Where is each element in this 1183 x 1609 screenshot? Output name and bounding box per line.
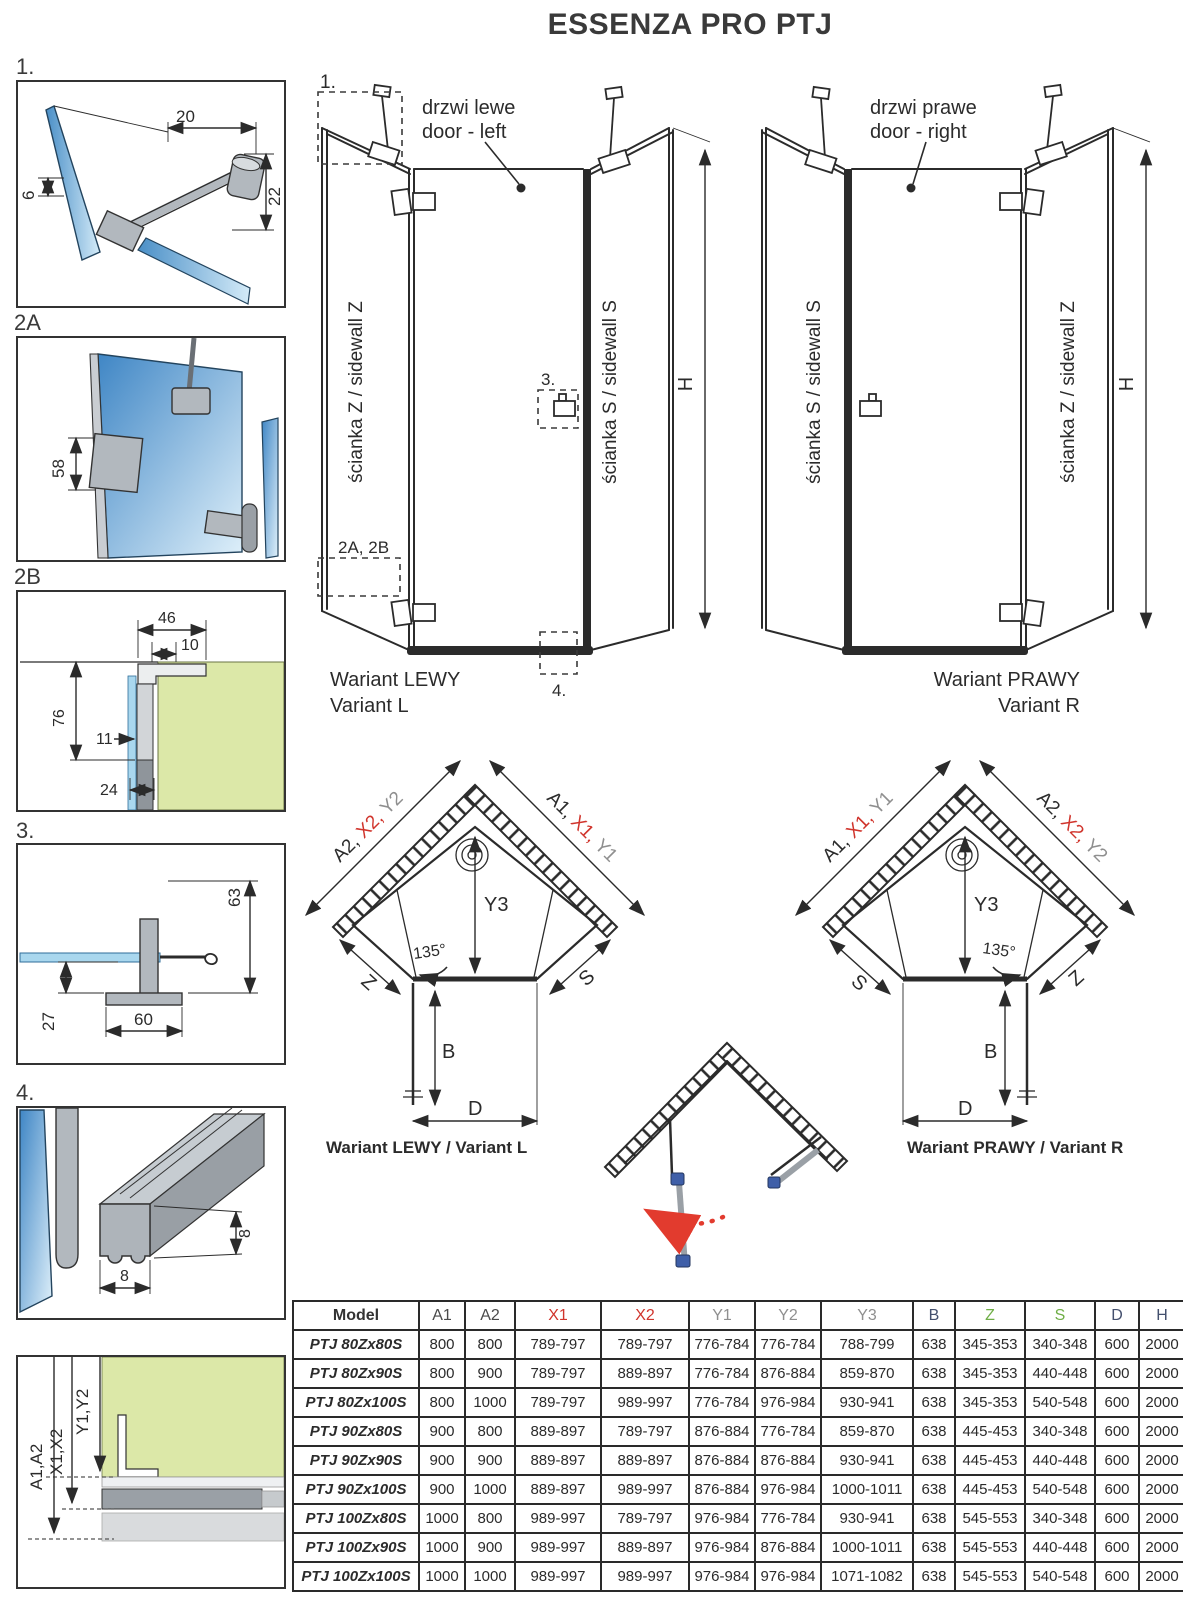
callout-1-label: 1. (320, 72, 336, 93)
table-row (293, 1417, 1183, 1446)
table-row (293, 1475, 1183, 1504)
col-header: B (913, 1301, 955, 1330)
spec-table (292, 1300, 1183, 1592)
table-row (293, 1359, 1183, 1388)
detail-1-figure (16, 80, 286, 308)
dim-s: S (846, 970, 872, 996)
value-cell: 989-997 (515, 1562, 601, 1591)
value-cell: 800 (465, 1330, 515, 1359)
value-cell: 638 (913, 1359, 955, 1388)
value-cell: 1000 (419, 1562, 465, 1591)
value-cell: 345-353 (955, 1359, 1025, 1388)
value-cell: 930-941 (821, 1446, 913, 1475)
value-cell: 2000 (1139, 1446, 1183, 1475)
wall-profile-upper (137, 684, 153, 760)
value-cell: 789-797 (601, 1417, 689, 1446)
value-cell: 2000 (1139, 1388, 1183, 1417)
label-y1y2: Y1,Y2 (73, 1388, 92, 1435)
dim-d: D (958, 1098, 973, 1120)
value-cell: 340-348 (1025, 1330, 1095, 1359)
col-header: X2 (601, 1301, 689, 1330)
wall-section (158, 662, 284, 810)
dim-58: 58 (49, 459, 68, 478)
model-cell: PTJ 80Zx100S (293, 1388, 419, 1417)
page-title: ESSENZA PRO PTJ (547, 8, 833, 41)
door-profile (56, 1108, 78, 1268)
value-cell: 900 (465, 1533, 515, 1562)
glass-section (20, 953, 160, 962)
height-label: H (675, 376, 697, 392)
col-header: Z (955, 1301, 1025, 1330)
value-cell: 976-984 (689, 1562, 755, 1591)
value-cell: 930-941 (821, 1388, 913, 1417)
model-cell: PTJ 90Zx90S (293, 1446, 419, 1475)
dim-24: 24 (100, 782, 118, 799)
value-cell: 545-553 (955, 1533, 1025, 1562)
value-cell: 600 (1095, 1330, 1139, 1359)
dim-46: 46 (158, 610, 176, 627)
detail-2a-figure (16, 336, 286, 562)
value-cell: 2000 (1139, 1359, 1183, 1388)
value-cell: 440-448 (1025, 1446, 1095, 1475)
detail-3-label: 3. (16, 818, 35, 843)
value-cell: 540-548 (1025, 1388, 1095, 1417)
wall-profile-lower (137, 760, 153, 810)
value-cell: 876-884 (755, 1359, 821, 1388)
wall-band (333, 785, 485, 937)
value-cell: 789-797 (515, 1359, 601, 1388)
detail-2b-label: 2B (14, 564, 41, 589)
value-cell: 876-884 (689, 1475, 755, 1504)
dim-6: 6 (19, 190, 38, 200)
value-cell: 789-797 (601, 1330, 689, 1359)
value-cell: 540-548 (1025, 1562, 1095, 1591)
detail-4-drawing (18, 1108, 284, 1318)
value-cell: 440-448 (1025, 1359, 1095, 1388)
value-cell: 600 (1095, 1359, 1139, 1388)
value-cell: 989-997 (601, 1475, 689, 1504)
table-row (293, 1388, 1183, 1417)
value-cell: 889-897 (601, 1359, 689, 1388)
value-cell: 789-797 (601, 1504, 689, 1533)
value-cell: 638 (913, 1504, 955, 1533)
value-cell: 976-984 (755, 1475, 821, 1504)
dim-63: 63 (225, 888, 244, 907)
value-cell: 789-797 (515, 1330, 601, 1359)
value-cell: 876-884 (755, 1533, 821, 1562)
edge-label-ur: A2, X2, Y2 (1032, 787, 1112, 867)
angle-label: 135° (412, 941, 448, 963)
dim-z: Z (1064, 966, 1089, 991)
value-cell: 2000 (1139, 1533, 1183, 1562)
value-cell: 900 (465, 1359, 515, 1388)
col-header: H (1139, 1301, 1183, 1330)
elevation-right (730, 62, 1160, 722)
model-cell: PTJ 90Zx100S (293, 1475, 419, 1504)
detail-wall-drawing (18, 1357, 284, 1587)
value-cell: 600 (1095, 1446, 1139, 1475)
value-cell: 876-884 (755, 1446, 821, 1475)
edge-label-ul: A2, X2, Y2 (328, 787, 408, 867)
value-cell: 788-799 (821, 1330, 913, 1359)
value-cell: 800 (419, 1388, 465, 1417)
dim-76: 76 (51, 709, 68, 727)
value-cell: 1000 (465, 1388, 515, 1417)
hinge-icon (768, 1177, 780, 1188)
value-cell: 638 (913, 1417, 955, 1446)
variant-caption-pl: Wariant PRAWY (933, 669, 1080, 691)
value-cell: 638 (913, 1533, 955, 1562)
detail-2a-label: 2A (14, 310, 41, 335)
value-cell: 545-553 (955, 1562, 1025, 1591)
value-cell: 445-453 (955, 1475, 1025, 1504)
model-cell: PTJ 100Zx80S (293, 1504, 419, 1533)
value-cell: 2000 (1139, 1330, 1183, 1359)
value-cell: 900 (419, 1446, 465, 1475)
table-row (293, 1504, 1183, 1533)
value-cell: 1071-1082 (821, 1562, 913, 1591)
value-cell: 800 (419, 1359, 465, 1388)
col-header: A1 (419, 1301, 465, 1330)
value-cell: 800 (465, 1417, 515, 1446)
handle-post (140, 919, 158, 995)
detail-1-drawing (18, 82, 284, 306)
value-cell: 976-984 (689, 1504, 755, 1533)
hinge-icon (1023, 600, 1043, 626)
dim-22: 22 (265, 187, 284, 206)
model-cell: PTJ 90Zx80S (293, 1417, 419, 1446)
value-cell: 340-348 (1025, 1417, 1095, 1446)
value-cell: 2000 (1139, 1504, 1183, 1533)
value-cell: 2000 (1139, 1417, 1183, 1446)
value-cell: 1000 (465, 1475, 515, 1504)
detail-2b-figure (16, 590, 286, 812)
wall-band (823, 785, 975, 937)
detail-1-label: 1. (16, 54, 35, 79)
col-header: Y2 (755, 1301, 821, 1330)
value-cell: 900 (419, 1417, 465, 1446)
value-cell: 900 (419, 1475, 465, 1504)
spec-table-head-row (293, 1301, 1183, 1330)
hinge-icon (391, 600, 411, 626)
dim-8-width: 8 (120, 1268, 129, 1285)
value-cell: 600 (1095, 1562, 1139, 1591)
corner-swing-diagram (575, 1015, 865, 1300)
hinge-icon (391, 189, 411, 215)
wall-bracket-plate (89, 434, 142, 493)
value-cell: 445-453 (955, 1417, 1025, 1446)
value-cell: 876-884 (689, 1446, 755, 1475)
value-cell: 445-453 (955, 1446, 1025, 1475)
model-cell: PTJ 100Zx100S (293, 1562, 419, 1591)
model-cell: PTJ 100Zx90S (293, 1533, 419, 1562)
handle-base (106, 993, 182, 1005)
value-cell: 889-897 (601, 1446, 689, 1475)
value-cell: 800 (419, 1330, 465, 1359)
variant-caption-en: Variant R (998, 695, 1080, 717)
variant-caption-pl: Wariant LEWY (330, 669, 461, 691)
value-cell: 776-784 (755, 1330, 821, 1359)
glass-clamp (96, 211, 143, 251)
threshold (407, 646, 593, 655)
value-cell: 340-348 (1025, 1504, 1095, 1533)
hinge-icon (1023, 189, 1043, 215)
value-cell: 889-897 (601, 1533, 689, 1562)
tray-edge (102, 1489, 262, 1509)
height-label: H (1116, 376, 1138, 392)
value-cell: 789-797 (515, 1388, 601, 1417)
value-cell: 638 (913, 1562, 955, 1591)
value-cell: 776-784 (689, 1388, 755, 1417)
col-header: A2 (465, 1301, 515, 1330)
value-cell: 776-784 (755, 1504, 821, 1533)
table-row (293, 1446, 1183, 1475)
value-cell: 1000-1011 (821, 1475, 913, 1504)
value-cell: 2000 (1139, 1475, 1183, 1504)
dim-60: 60 (134, 1010, 153, 1029)
dim-s: S (574, 965, 600, 991)
value-cell: 976-984 (755, 1388, 821, 1417)
knob-icon (869, 394, 876, 401)
table-row (293, 1562, 1183, 1591)
value-cell: 638 (913, 1388, 955, 1417)
value-cell: 2000 (1139, 1562, 1183, 1591)
value-cell: 989-997 (601, 1388, 689, 1417)
value-cell: 889-897 (515, 1446, 601, 1475)
col-header: Y3 (821, 1301, 913, 1330)
value-cell: 638 (913, 1446, 955, 1475)
col-header: Model (293, 1301, 419, 1330)
detail-wall-figure (16, 1355, 286, 1589)
edge-label-ur: A1, X1, Y1 (542, 787, 622, 867)
value-cell: 989-997 (601, 1562, 689, 1591)
hinge-icon (676, 1255, 690, 1267)
elevation-left (300, 62, 720, 722)
dim-20: 20 (176, 107, 195, 126)
model-cell: PTJ 80Zx80S (293, 1330, 419, 1359)
hinge-icon (671, 1173, 684, 1185)
spec-table-wrap (292, 1300, 1183, 1592)
callout-4-label: 4. (552, 681, 567, 700)
wall-plate-icon (373, 85, 390, 97)
variant-caption-en: Variant L (330, 695, 409, 717)
spec-table-body (293, 1330, 1183, 1591)
ceiling-support-clamp (172, 388, 210, 414)
detail-4-label: 4. (16, 1080, 35, 1105)
dim-11: 11 (96, 731, 113, 748)
value-cell: 440-448 (1025, 1533, 1095, 1562)
handle-tip (204, 952, 219, 966)
support-clamp-icon (368, 142, 399, 165)
value-cell: 989-997 (515, 1533, 601, 1562)
value-cell: 545-553 (955, 1504, 1025, 1533)
value-cell: 859-870 (821, 1417, 913, 1446)
dim-27: 27 (39, 1012, 58, 1031)
door-label-en: door - left (422, 121, 507, 143)
dim-8-height: 8 (237, 1229, 254, 1238)
edge-label-ul: A1, X1, Y1 (818, 787, 898, 867)
value-cell: 859-870 (821, 1359, 913, 1388)
table-row (293, 1533, 1183, 1562)
dim-z: Z (356, 970, 381, 995)
value-cell: 989-997 (515, 1504, 601, 1533)
value-cell: 976-984 (689, 1533, 755, 1562)
value-cell: 1000 (419, 1504, 465, 1533)
value-cell: 889-897 (515, 1475, 601, 1504)
knob-icon (559, 394, 566, 401)
door-label-pl: drzwi lewe (422, 97, 516, 119)
label-a1a2: A1,A2 (27, 1443, 46, 1490)
detail-4-figure (16, 1106, 286, 1320)
value-cell: 889-897 (515, 1417, 601, 1446)
value-cell: 876-884 (689, 1417, 755, 1446)
label-x1x2: X1,X2 (47, 1428, 66, 1475)
detail-3-figure (16, 843, 286, 1065)
value-cell: 638 (913, 1475, 955, 1504)
detail-2b-drawing (18, 592, 284, 810)
plan-caption: Wariant LEWY / Variant L (326, 1138, 528, 1157)
value-cell: 776-784 (755, 1417, 821, 1446)
door-label-en: door - right (870, 121, 967, 143)
callout-3-label: 3. (541, 370, 556, 389)
value-cell: 976-984 (755, 1562, 821, 1591)
door-swing-arrow (651, 1213, 723, 1224)
value-cell: 800 (465, 1504, 515, 1533)
value-cell: 600 (1095, 1417, 1139, 1446)
plan-caption: Wariant PRAWY / Variant R (907, 1138, 1124, 1157)
value-cell: 776-784 (689, 1330, 755, 1359)
col-header: X1 (515, 1301, 601, 1330)
wall-band (717, 1043, 847, 1171)
sidewall-right-label: ścianka S / sidewall S (600, 300, 621, 484)
dim-y3: Y3 (974, 894, 999, 916)
value-cell: 600 (1095, 1388, 1139, 1417)
angle-label: 135° (981, 940, 1017, 962)
dim-10: 10 (181, 637, 199, 654)
value-cell: 600 (1095, 1475, 1139, 1504)
value-cell: 1000 (419, 1533, 465, 1562)
value-cell: 345-353 (955, 1330, 1025, 1359)
detail-3-drawing (18, 845, 284, 1063)
col-header: Y1 (689, 1301, 755, 1330)
sidewall-right-label: ścianka Z / sidewall Z (1058, 301, 1079, 483)
table-row (293, 1330, 1183, 1359)
seal-section (100, 1204, 150, 1263)
callout-2ab-box (318, 558, 400, 596)
value-cell: 345-353 (955, 1388, 1025, 1417)
value-cell: 900 (465, 1446, 515, 1475)
value-cell: 638 (913, 1330, 955, 1359)
dim-b: B (442, 1041, 456, 1063)
value-cell: 1000 (465, 1562, 515, 1591)
value-cell: 930-941 (821, 1504, 913, 1533)
wall-section (102, 1357, 284, 1477)
dim-y3: Y3 (484, 894, 509, 916)
model-cell: PTJ 80Zx90S (293, 1359, 419, 1388)
value-cell: 1000-1011 (821, 1533, 913, 1562)
sidewall-left-label: ścianka Z / sidewall Z (346, 301, 367, 483)
detail-2a-drawing (18, 338, 284, 560)
col-header: S (1025, 1301, 1095, 1330)
sidewall-left-label: ścianka S / sidewall S (804, 300, 825, 484)
hinge-barrel (242, 504, 257, 552)
value-cell: 776-784 (689, 1359, 755, 1388)
col-header: D (1095, 1301, 1139, 1330)
door-label-pl: drzwi prawe (870, 97, 977, 119)
value-cell: 600 (1095, 1504, 1139, 1533)
base (102, 1513, 284, 1541)
dim-b: B (984, 1041, 998, 1063)
callout-2ab-label: 2A, 2B (338, 538, 390, 557)
value-cell: 540-548 (1025, 1475, 1095, 1504)
value-cell: 600 (1095, 1533, 1139, 1562)
dim-d: D (468, 1098, 483, 1120)
